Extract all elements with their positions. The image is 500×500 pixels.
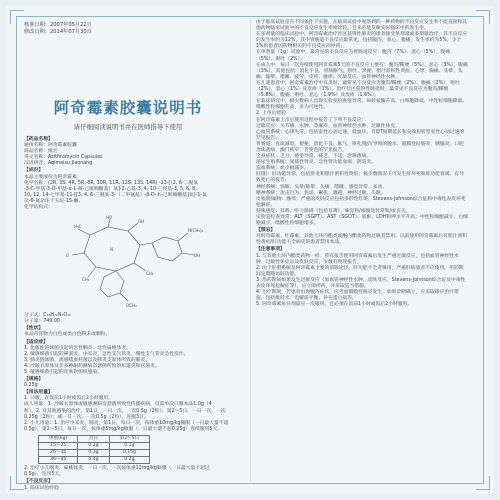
left-column — [24, 136, 238, 492]
text-line: 0.25g（1粒）；或一日一次，一次0.5g（2粒），连服3日。 — [24, 414, 149, 420]
section-heading-spec: 【规格】 — [24, 377, 44, 383]
paragraph: 过敏反应：关节痛、水肿、荨麻疹、血管神经性水肿、过敏性休克。 — [256, 123, 400, 129]
section-heading-name: 【药品名称】 — [24, 137, 53, 142]
paragraph: 泌尿生殖系统：间质性肾炎、急性肾功能衰竭、阴道炎。 — [256, 160, 376, 166]
table-cell: 0.3g — [78, 450, 109, 457]
section-heading-ingredients: 【成份】 — [24, 168, 44, 174]
text-line: 1. 临床试验经验 — [24, 485, 59, 491]
table-header-row — [39, 435, 150, 442]
paragraph: 对阿奇霉素、红霉素、其他大环内酯类或酮内酯类药物过敏者禁用。以前使用阿奇霉素后有胆汁淤积性黄疸/肝功能不全病史的患者禁用本品。 — [256, 234, 468, 246]
table-cell: 15～25 — [39, 443, 78, 450]
svg-text:N(CH₃)₂: N(CH₃)₂ — [188, 228, 204, 234]
paragraph: 造血系统：血小板减少。 — [256, 166, 309, 172]
svg-text:OH: OH — [138, 219, 145, 225]
text-line: 1. 化脓性链球菌引起的急性咽炎、急性扁桃体炎。 — [24, 345, 131, 351]
paragraph: 在儿童患者中，阿奇霉素治疗中耳炎时，最常见不良反应为腹泻/稀便（2%）、腹痛（2%）、呕吐（2%）、恶心（1%）及皮疹（1%）。治疗社区获得性肺炎时，最常见不良反应为腹泻/稀便（5.8%）、腹痛、呕吐、恶心（1.9%）及皮疹（1.6%）。 — [256, 80, 460, 99]
text-line: 4. 沙眼衣原体及非多种耐药淋病奈瑟菌所致的尿道炎和宫颈炎。 — [24, 363, 160, 369]
right-column — [256, 20, 468, 308]
table-header-cell: 体重(kg) — [39, 435, 78, 442]
section-heading-appearance: 【性状】 — [24, 326, 44, 332]
text-line: 分子量：749.00 — [24, 319, 60, 325]
text-line: 成人用量：1. 沙眼衣原体或敏感淋病奈瑟菌所致性传播疾病，仅需单次口服本品1.0g（4 — [24, 402, 212, 408]
usage-tail-lines — [24, 466, 238, 478]
text-line: 0.25g — [24, 383, 38, 389]
paragraph: 1. 与其他大环内酯类药物一样，曾有报告使用阿奇霉素后发生严重过敏反应，包括血管神经性水肿、过敏性休克以及皮肤反应，少数有致死报告。 — [256, 253, 459, 265]
text-line: 5. 敏感细菌引起的皮肤软组织感染。 — [24, 369, 103, 375]
paragraph: 特殊感觉：耳鸣、听力障碍（包括耳聋）、味觉和/或嗅觉异常和/或丧失。 — [256, 208, 411, 214]
paragraph: 在单剂量（1g）试验中，最常见的不良反应为胃肠道反应：腹泻（7%）、恶心（5%）、腹痛（5%）、呕吐（2%）。 — [256, 50, 451, 62]
text-line: -3-C-甲基-3-O-甲基-α-L-核-己吡喃糖基）氧]-2-乙基-3, 4, 10-三羟基-3, 5, 6, 8, — [24, 186, 197, 192]
revision-date: 修改日期：2014年07月30日 — [24, 29, 92, 35]
text-line: 2. 治疗小儿咽炎、扁桃体炎，一日一次，一次按体重12mg/kg顿服（一日最大量不超过 — [24, 466, 210, 472]
fold-divider — [250, 18, 251, 482]
text-line: 汉语拼音：Aqimeisu Jiaonang — [24, 161, 93, 167]
text-line: 0.5g），连用5天。 — [24, 472, 65, 478]
table-row — [39, 450, 150, 457]
paragraph: 5. 阿奇霉素每日剂量应一次服用，且必须在饭前1小时或饭后2小时服用。 — [256, 302, 413, 308]
text-line: 1. 口服，在饭前1小时或饭后2小时服用。 — [24, 396, 113, 402]
paragraph: 在阿奇霉素上市后使用过程中报告了下列不良反应： — [256, 117, 367, 123]
svg-text:O: O — [66, 253, 70, 259]
text-line: 0.5g），第2～5日，每日一次，按体重5mg/kg顿服（一日最大量不超0.25g）连续服用5天。 — [24, 426, 223, 432]
corner-ornament — [10, 10, 24, 24]
paragraph: 肝/胆：肝功能异常，包括肝炎和胆汁淤积性黄疸；极少数情况下可发生肝坏死和肝功能衰竭，有导致死亡的报告。 — [256, 172, 464, 184]
table-cell: 0.1g — [109, 443, 150, 450]
table-cell: 0.4g — [78, 457, 109, 464]
text-line: 英文名称：Azithromycin Capsules — [24, 155, 103, 161]
document-subtitle: 请仔细阅读说明书并在医师指导下使用 — [73, 123, 183, 131]
text-line: 2. 小儿用量：1. 治疗中耳炎、肺炎，第1日，每日一次，按体重10mg/kg顿服（一日最大量不超 — [24, 420, 229, 426]
chemical-structure — [54, 215, 204, 311]
paragraph: 3. 用药期间如果发生过敏反应（如血管神经性水肿、皮肤反应、Stevens-Johnson综合征及中毒性表皮坏死松解症等），应立即停药，并采取适当措施。 — [256, 277, 466, 290]
document-title: 阿奇霉素胶囊说明书 — [53, 99, 203, 117]
corner-ornament — [476, 10, 490, 24]
date-block — [24, 22, 92, 36]
table-header-cell: 第2～5日 — [109, 435, 150, 442]
svg-text:H₃C: H₃C — [74, 224, 82, 230]
corner-ornament — [476, 476, 490, 490]
table-cell: 36～45 — [39, 457, 78, 464]
text-line: 化学结构式： — [24, 205, 53, 211]
indications-lines — [24, 346, 238, 376]
paragraph: 神经系统：惊厥、头晕/眩晕、头痛、嗜睡、感觉异常、多动。 — [256, 184, 388, 190]
table-row — [39, 443, 150, 450]
svg-text:CH₃: CH₃ — [82, 277, 90, 283]
section-heading-adverse: 【不良反应】 — [24, 479, 53, 485]
text-line: 通用名称：阿奇霉素胶囊 — [24, 143, 77, 149]
formula-lines — [24, 313, 238, 325]
text-line: 分子式：C₃₈H₇₂N₂O₁₂ — [24, 313, 71, 319]
text-line: 2. 敏感细菌引起的鼻窦炎、中耳炎、急性支气管炎、慢性支气管炎急性发作。 — [24, 351, 189, 357]
paragraph: 胃肠道：食欲减退、便秘、消化不良、胀气、呕吐/腹泻导致的脱水、假膜性结肠炎、胰腺炎、口腔念珠菌病、幽门狭窄、舌变色的罕见报告。 — [256, 141, 464, 153]
text-line: 本品内容物为白色或类白色粉末或颗粒。 — [24, 332, 111, 338]
table-cell: 0.2g — [78, 443, 109, 450]
section-heading-indications: 【适应症】 — [24, 339, 48, 345]
usage-lines — [24, 396, 238, 433]
text-line: 粒）。2. 对其他感染的治疗，第1日，一日一次，一次0.5g（2粒），第2～5日，一日一次，一次 — [24, 408, 226, 414]
text-line: 杂-6-氮杂环十五烷-15-酮。 — [24, 198, 84, 204]
table-cell: 26～35 — [39, 450, 78, 457]
paragraph: 2. 上市后经验 — [256, 111, 287, 117]
paragraph: 2. 由于肝胆系统是阿奇霉素主要的消除途径，肝功能不全者慎用，严重肝病患者不应使用。用药期间定期随访肝功能。 — [256, 265, 464, 277]
text-line: 本品主要成份为阿奇霉素。 — [24, 174, 82, 180]
paragraph: 心血管系统：心律失常，包括室性心动过速、低血压。有QT间期延长和尖端扭转型室性心动过速的罕见报告。 — [256, 129, 465, 141]
paragraph: 在临床研究中，极少数病人出现实验室检查值异常，如转氨酶升高、白细胞降低、中性粒细胞降低、嗜酸性粒细胞升高，多为可逆性。 — [256, 99, 468, 111]
paragraph: 由于临床试验是在不同条件下实施，在临床试验中观察到的一种药物的不良反应发生率不能直接和其他药物临床试验中的不良反应发生率相比较，且未必能反映实际临床中的发生率。 — [256, 20, 468, 32]
table-header-cell: 首日 — [78, 435, 109, 442]
paragraph: 皮肤/附属物：瘙痒；严重的皮肤反应包括多形性红斑、Stevens-Johnson综合征和中毒性表皮坏死松解症。 — [256, 196, 466, 208]
corner-ornament — [10, 476, 24, 490]
svg-text:OCH₃: OCH₃ — [126, 303, 137, 309]
section-heading-usage: 【用法用量】 — [24, 390, 53, 396]
table-cell: 0.2g — [109, 457, 150, 464]
paragraph: 在多剂量的临床试验中，阿奇霉素治疗社区获得性肺炎的患者接受单剂量或多剂量治疗，其不良反应的发生率约为12%，其中胃肠道不良反应最常见，包括腹泻、恶心、腹痛，发生率约为5%，少于1%的患者因药物相关的不良反应而停药。 — [256, 32, 468, 50]
paragraph: 4. 治疗期间，若患者出现腹泻症状，应考虑假膜性肠炎发生。如果诊断确立，应采取相应治疗措施，包括维持水、电解质平衡、补充蛋白质等。 — [256, 290, 459, 302]
text-line: 化学名称：(2R, 3S, 4R, 5R, 8R, 10R, 11R, 12S, 13S, 14R) -13-[（2, 6-二脱氧 — [24, 180, 199, 186]
structure-diagram — [54, 215, 204, 311]
svg-text:CH₃: CH₃ — [146, 271, 154, 277]
section-heading-contraindications: 【禁忌】 — [256, 228, 276, 234]
text-line: 商品名称：维宏 — [24, 149, 58, 155]
paragraph: 精神系统：攻击行为、焦虑、紧张、激越、神经过敏、失眠。 — [256, 190, 386, 196]
paragraph: 实验室检查异常：ALT（SGPT）、AST（SGOT）、肌酐、LDH和钾水平升高；中性粒细胞减少、白细胞减少、嗜酸性粒细胞增多。 — [256, 215, 468, 227]
table-cell: 0.15g — [109, 450, 150, 457]
name-lines — [24, 143, 238, 167]
section-heading-precautions: 【注意事项】 — [256, 247, 285, 253]
paragraph: 全身症状：乏力、感觉异常、疲乏、不适、念珠菌病。 — [256, 154, 372, 160]
text-line: 10, 12, 14-七甲基-11-[[3, 4, 6-三脱氧-3-（二甲氨基）-β-D-木-己吡喃糖基]氧]-1-氧 — [24, 192, 207, 198]
svg-text:HO: HO — [106, 215, 113, 221]
approval-date: 核准日期：2007年05月22日 — [24, 22, 92, 28]
table-row — [39, 457, 150, 464]
dosage-table — [38, 435, 150, 464]
ingredients-lines — [24, 175, 238, 212]
svg-text:OH: OH — [194, 253, 201, 259]
paragraph: 在成人中，每日一次连续使用阿奇霉素5天的不良反应主要有：腹泻/稀便（5%）、恶心（3%）、腹痛（3%）。其他包括：消化不良、胃肠胀气、呕吐、黑便、胆汁淤积性黄疸、心悸、胸痛、头晕、头痛、眩晕、嗜睡、疲劳、皮疹、瘙痒、光敏反应、血管神经性水肿。 — [256, 62, 468, 80]
text-line: 3. 肺炎链球菌、流感嗜血杆菌以及肺炎支原体所致的肺炎。 — [24, 357, 151, 363]
svg-text:N: N — [110, 247, 113, 253]
